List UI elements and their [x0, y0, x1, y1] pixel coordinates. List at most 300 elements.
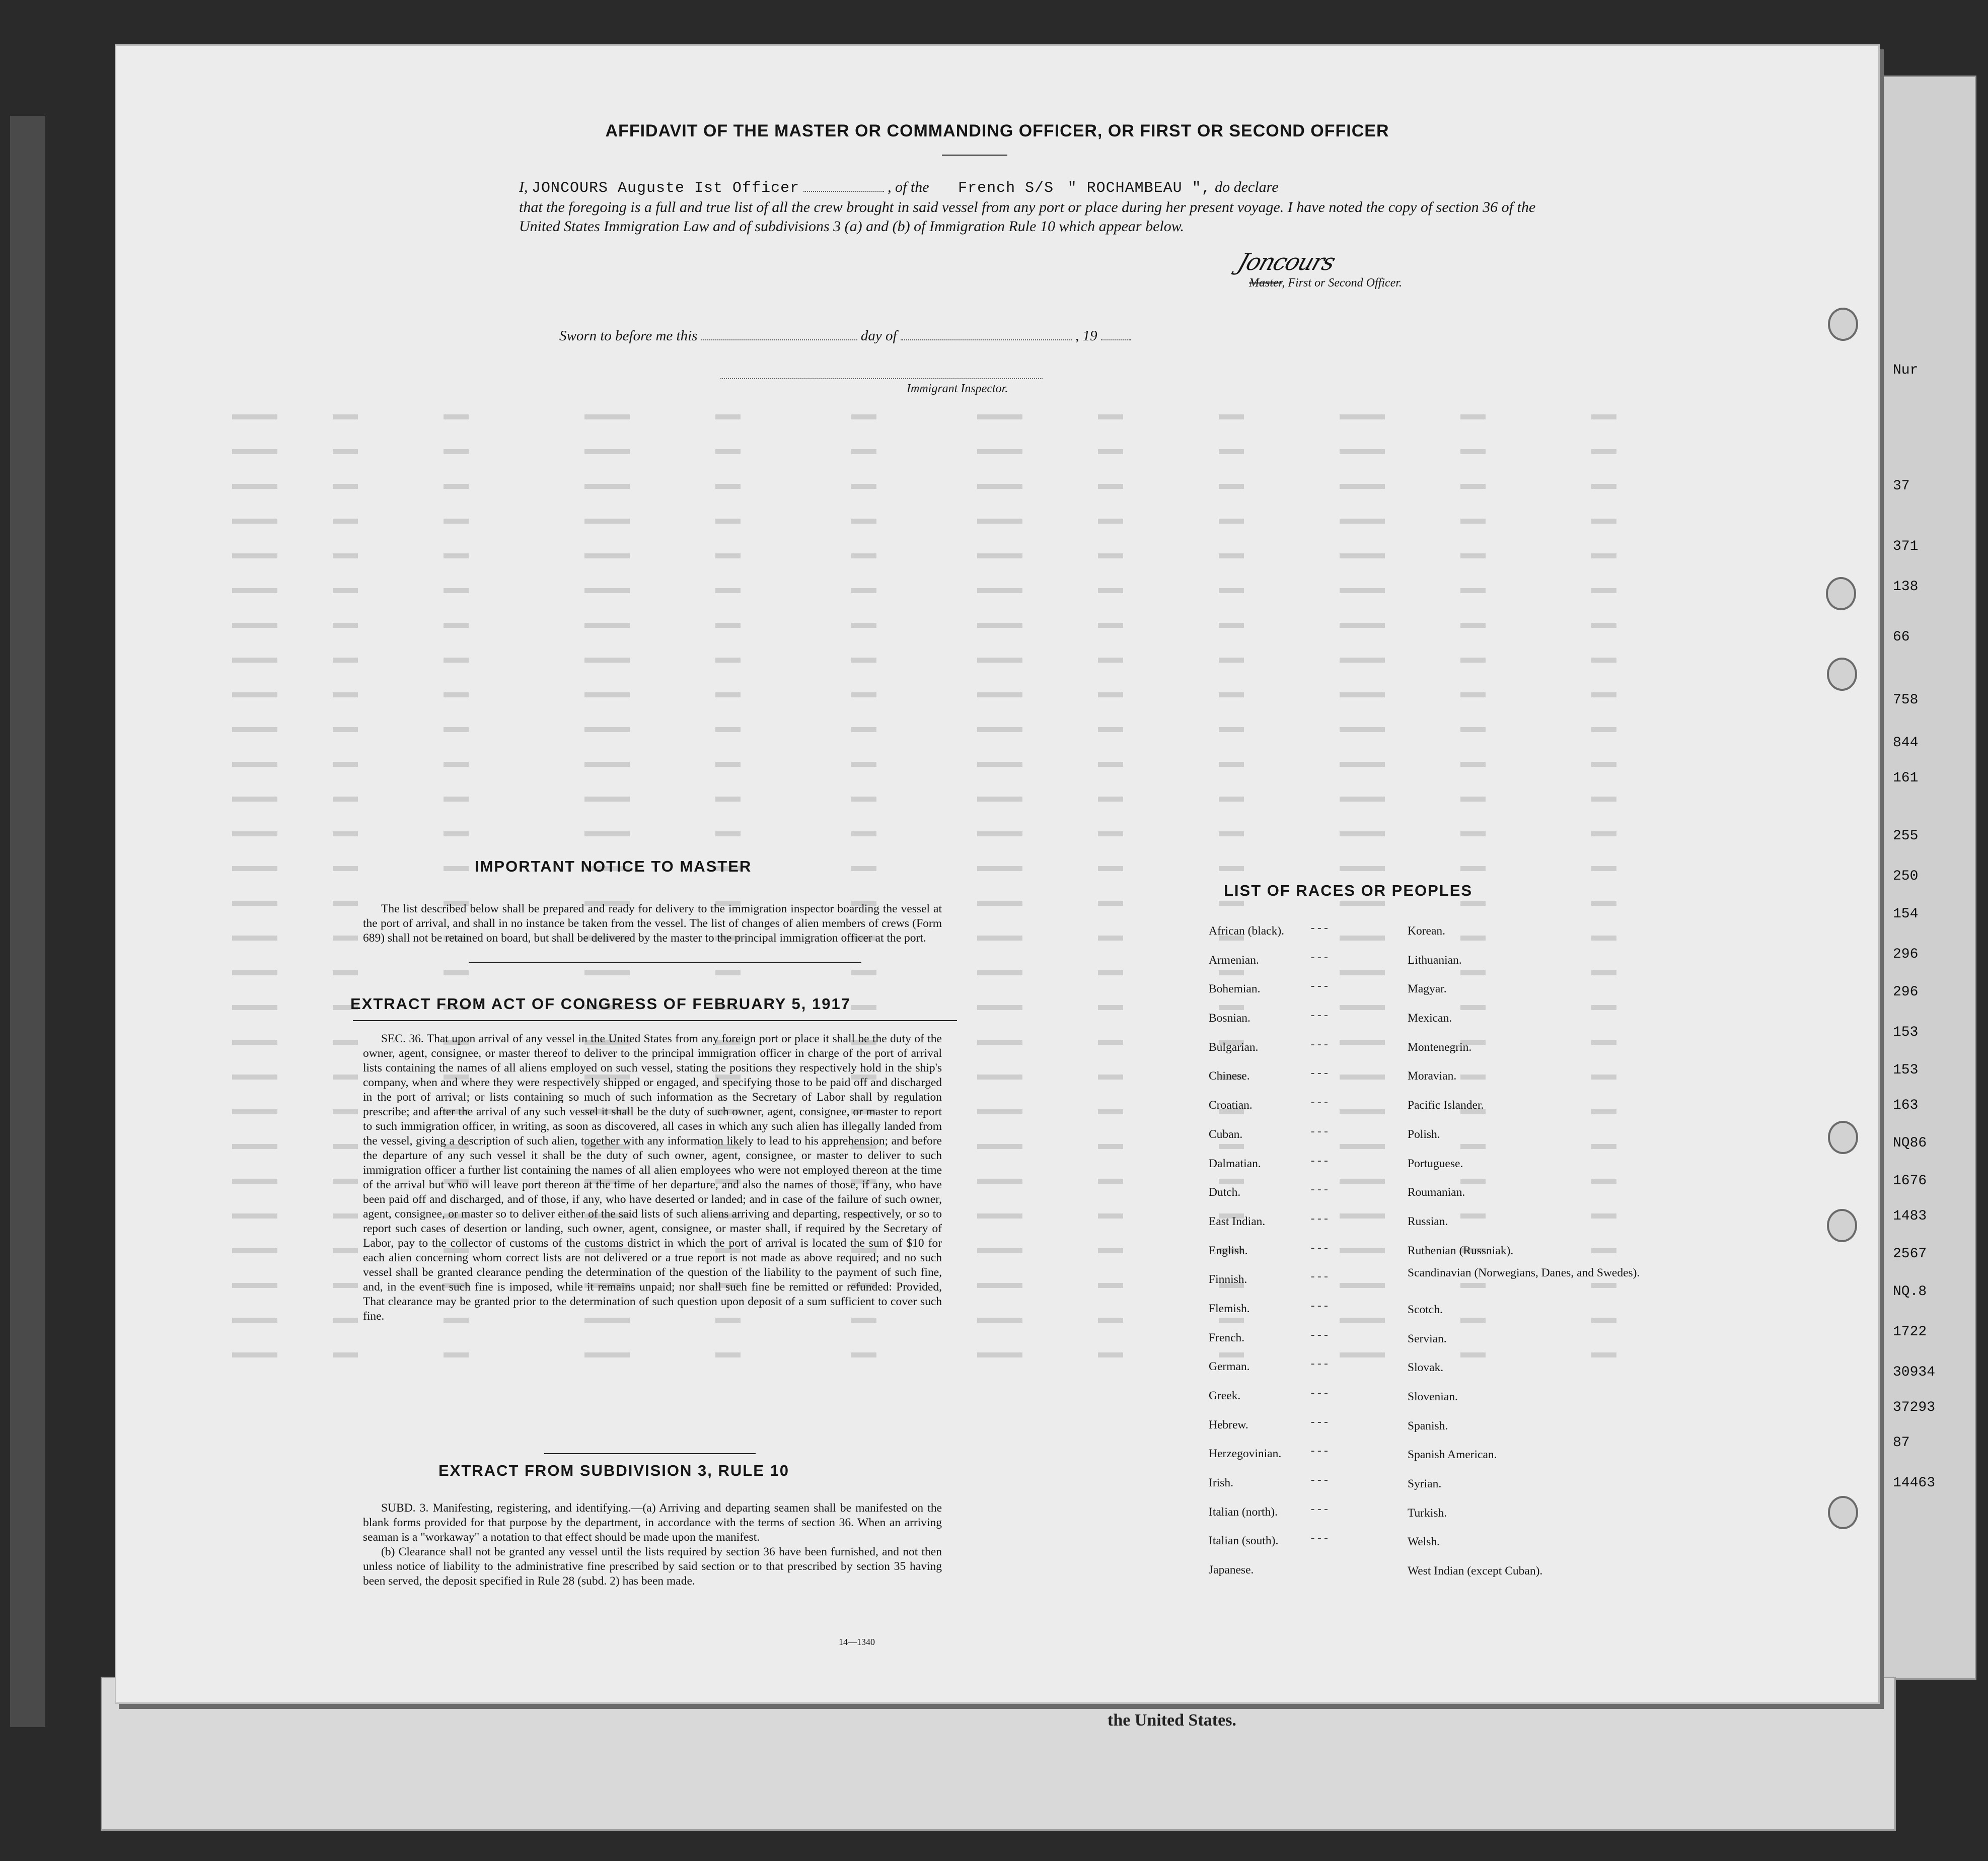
race-item: Cuban.	[1209, 1127, 1243, 1141]
bleed-mark	[1219, 901, 1244, 906]
races-dash-column	[1309, 914, 1330, 1583]
race-item: Turkish.	[1408, 1506, 1447, 1520]
edge-number: 37293	[1893, 1400, 1936, 1415]
edge-number: 250	[1893, 869, 1919, 884]
bleed-through-row	[232, 825, 1717, 845]
bleed-through-row	[232, 443, 1717, 463]
bleed-mark	[715, 692, 741, 697]
bleed-mark	[1340, 484, 1385, 489]
bleed-mark	[1460, 519, 1486, 524]
race-item: Dutch.	[1209, 1186, 1241, 1199]
bleed-mark	[232, 797, 277, 802]
bleed-mark	[1219, 414, 1244, 419]
bleed-mark	[1460, 658, 1486, 663]
bleed-mark	[333, 553, 358, 558]
bleed-mark	[1340, 1352, 1385, 1357]
bleed-mark	[851, 727, 876, 732]
bleed-mark	[584, 727, 630, 732]
bleed-mark	[977, 1040, 1022, 1045]
bleed-mark	[977, 866, 1022, 871]
bleed-mark	[851, 1005, 876, 1010]
punch-hole	[1828, 1496, 1858, 1529]
bleed-mark	[715, 414, 741, 419]
bleed-mark	[333, 1248, 358, 1253]
race-dash: ---	[1309, 922, 1330, 935]
bleed-mark	[232, 866, 277, 871]
bleed-through-row	[232, 582, 1717, 602]
bleed-mark	[1340, 1248, 1385, 1253]
race-item: Scotch.	[1408, 1303, 1443, 1316]
bleed-mark	[851, 797, 876, 802]
bleed-mark	[444, 727, 469, 732]
declaration: I, JONCOURS Auguste Ist Officer , of the French S/S " ROCHAMBEAU ", do declare that the foregoing is a full and true list of all the crew brought in said vessel from any port or place during her present voyage. I have noted the copy of section 36 of the United States Immigration Law and of subdivisions 3 (a) and (b) of Immigration Rule 10 which appear below.	[519, 178, 1551, 236]
bleed-mark	[1098, 1179, 1123, 1184]
race-item: English.	[1209, 1244, 1248, 1257]
bleed-mark	[232, 901, 277, 906]
bleed-mark	[1219, 727, 1244, 732]
bleed-mark	[1460, 623, 1486, 628]
bleed-mark	[1340, 588, 1385, 593]
race-dash: ---	[1309, 1532, 1330, 1545]
edge-number: 153	[1893, 1062, 1919, 1078]
bleed-mark	[1098, 449, 1123, 454]
bleed-mark	[1591, 866, 1616, 871]
bleed-mark	[715, 484, 741, 489]
act-rule	[353, 1020, 957, 1021]
bleed-mark	[1591, 901, 1616, 906]
bleed-mark	[1460, 797, 1486, 802]
race-dash: ---	[1309, 1387, 1330, 1400]
race-item: Servian.	[1408, 1332, 1447, 1345]
bleed-through-row	[232, 547, 1717, 567]
race-dash: ---	[1309, 1271, 1330, 1284]
bleed-mark	[715, 831, 741, 836]
bleed-mark	[444, 1352, 469, 1357]
form-number: 14—1340	[839, 1637, 875, 1647]
race-item: Syrian.	[1408, 1477, 1442, 1491]
bleed-mark	[232, 831, 277, 836]
race-item: Portuguese.	[1408, 1157, 1463, 1170]
edge-number: 296	[1893, 984, 1919, 1000]
bleed-mark	[444, 519, 469, 524]
bleed-mark	[1098, 866, 1123, 871]
race-item: Irish.	[1209, 1476, 1233, 1490]
bleed-mark	[232, 588, 277, 593]
edge-number: 161	[1893, 770, 1919, 786]
bleed-mark	[715, 658, 741, 663]
race-dash: ---	[1309, 1097, 1330, 1110]
bleed-mark	[232, 1318, 277, 1323]
act-text: SEC. 36. That upon arrival of any vessel in the United States from any foreign port or place it shall be the duty of the owner, agent, consignee, or master thereof to deliver to the principal immigration officer in charge of the port of arrival lists containing the names of all aliens employed on such vessel, stating the positions they respectively hold in the ship's company, when and where they were respectively shipped or engaged, and specifying those to be paid off and discharged in the port of arrival; or lists containing so much of such information as the Secretary of Labor shall by regulation prescribe; and after the arrival of any such vessel it shall be the duty of such owner, agent, consignee, or master to report to such immigration officer, in writing, as soon as discovered, all cases in which any such alien has illegally landed from the vessel, giving a description of such alien, together with any information likely to lead to his apprehension; and before the departure of any such vessel it shall be the duty of such owner, agent, consignee, or master to deliver to such immigration officer a further list containing the names of all alien employees who were not employed thereon at the time of the arrival but who will leave port thereon at the time of her departure, and also the names of those, if any, who have been paid off and discharged, and of those, if any, who have deserted or landed; and in case of the failure of such owner, agent, consignee, or master so to deliver either of the said lists of such aliens arriving and departing, respectively, or so to report such cases of desertion or landing, such owner, agent, consignee, or master shall, if required by the Secretary of Labor, pay to the collector of customs of the customs district in which the port of arrival is located the sum of $10 for each alien concerning whom correct lists are not delivered or a true report is not made as above required; and no such vessel shall be granted clearance pending the determination of the question of the liability to the payment of such fine, and, in the event such fine is imposed, while it remains unpaid; nor shall such fine be remitted or refunded: Provided, That clearance may be granted prior to the determination of such question upon deposit of a sum sufficient to cover such fine.	[363, 1032, 942, 1323]
bleed-mark	[1591, 588, 1616, 593]
bleed-mark	[333, 1352, 358, 1357]
edge-number: 844	[1893, 735, 1919, 751]
edge-number: 371	[1893, 539, 1919, 554]
bleed-mark	[977, 1213, 1022, 1219]
race-dash: ---	[1309, 1416, 1330, 1429]
bleed-mark	[232, 1248, 277, 1253]
race-item: Croatian.	[1209, 1099, 1253, 1112]
bleed-mark	[977, 762, 1022, 767]
race-item: Armenian.	[1209, 953, 1259, 967]
bleed-mark	[232, 970, 277, 975]
bleed-mark	[1591, 727, 1616, 732]
race-item: Spanish.	[1408, 1419, 1448, 1433]
bleed-mark	[977, 553, 1022, 558]
bleed-mark	[977, 901, 1022, 906]
race-item: Polish.	[1408, 1127, 1440, 1141]
bleed-mark	[333, 901, 358, 906]
bleed-mark	[333, 484, 358, 489]
rule-text: SUBD. 3. Manifesting, registering, and identifying.—(a) Arriving and departing seamen shall be manifested on the blank forms provided for that purpose by the department, in accordance with the terms of section 36. When an arriving seaman is a "workaway" a notation to that effect should be made upon the manifest. (b) Clearance shall not be granted any vessel until the lists required by section 36 have been furnished, and not then unless notice of liability to the administrative fine prescribed by said section or to that prescribed by section 35 having been served, the deposit specified in Rule 28 (subd. 2) has been made.	[363, 1501, 942, 1588]
bleed-mark	[1340, 727, 1385, 732]
bleed-mark	[1460, 831, 1486, 836]
bleed-mark	[851, 553, 876, 558]
bleed-mark	[851, 519, 876, 524]
bleed-mark	[1098, 692, 1123, 697]
bleed-mark	[232, 1109, 277, 1114]
bleed-mark	[1340, 901, 1385, 906]
race-item: Bosnian.	[1209, 1012, 1250, 1025]
bleed-mark	[333, 1318, 358, 1323]
officer-signature: Joncours	[1234, 248, 1339, 275]
race-item: Finnish.	[1209, 1273, 1247, 1286]
bleed-mark	[232, 1005, 277, 1010]
edge-number: 1483	[1893, 1208, 1927, 1224]
punch-hole	[1828, 1121, 1858, 1154]
bleed-mark	[1098, 1075, 1123, 1080]
bleed-through-row	[232, 617, 1717, 637]
bleed-mark	[1591, 484, 1616, 489]
signature-caption: Master, First or Second Officer.	[1249, 276, 1402, 290]
bleed-mark	[977, 1109, 1022, 1114]
bleed-mark	[1340, 553, 1385, 558]
bleed-mark	[715, 762, 741, 767]
bleed-mark	[232, 1352, 277, 1357]
bleed-mark	[232, 1144, 277, 1149]
bleed-mark	[232, 1075, 277, 1080]
bleed-mark	[1340, 1109, 1385, 1114]
race-item: Greek.	[1209, 1389, 1241, 1402]
officer-name: JONCOURS Auguste Ist Officer	[532, 180, 800, 197]
bleed-mark	[977, 519, 1022, 524]
edge-number: Nur	[1893, 363, 1919, 378]
bleed-mark	[977, 727, 1022, 732]
inspector-signature-line	[720, 378, 1043, 379]
edge-number: 153	[1893, 1025, 1919, 1040]
race-item: Magyar.	[1408, 982, 1447, 996]
bleed-mark	[1219, 762, 1244, 767]
bleed-mark	[444, 866, 469, 871]
bleed-mark	[1098, 588, 1123, 593]
race-dash: ---	[1309, 1242, 1330, 1255]
bleed-mark	[333, 1213, 358, 1219]
edge-number: 154	[1893, 906, 1919, 922]
vessel-nationality: French S/S	[958, 180, 1054, 197]
bleed-mark	[333, 449, 358, 454]
bleed-mark	[977, 1283, 1022, 1288]
bleed-mark	[1591, 449, 1616, 454]
bleed-mark	[1460, 866, 1486, 871]
bleed-mark	[1340, 692, 1385, 697]
bleed-mark	[232, 414, 277, 419]
bleed-mark	[851, 484, 876, 489]
race-dash: ---	[1309, 1155, 1330, 1168]
bleed-mark	[1219, 866, 1244, 871]
bleed-through-row	[232, 756, 1717, 776]
bleed-mark	[1340, 831, 1385, 836]
edge-number: 758	[1893, 692, 1919, 708]
bleed-mark	[1219, 692, 1244, 697]
bleed-mark	[851, 762, 876, 767]
bleed-mark	[444, 623, 469, 628]
bleed-mark	[584, 658, 630, 663]
bleed-mark	[1340, 414, 1385, 419]
bleed-mark	[333, 588, 358, 593]
bleed-mark	[444, 484, 469, 489]
bleed-mark	[1340, 519, 1385, 524]
notice-rule	[469, 962, 861, 963]
race-item: Bohemian.	[1209, 982, 1261, 996]
bleed-mark	[1098, 762, 1123, 767]
bleed-mark	[977, 970, 1022, 975]
bleed-mark	[1591, 831, 1616, 836]
bleed-mark	[1591, 797, 1616, 802]
race-item: Montenegrin.	[1408, 1040, 1472, 1054]
bleed-mark	[1098, 936, 1123, 941]
race-item: Chinese.	[1209, 1069, 1250, 1083]
bleed-mark	[1098, 553, 1123, 558]
bleed-mark	[333, 936, 358, 941]
bleed-mark	[584, 831, 630, 836]
bleed-mark	[1340, 1144, 1385, 1149]
race-item: Japanese.	[1209, 1563, 1254, 1577]
race-item: Dalmatian.	[1209, 1157, 1261, 1170]
bleed-mark	[1460, 692, 1486, 697]
bleed-mark	[444, 797, 469, 802]
bleed-mark	[444, 831, 469, 836]
bleed-mark	[1460, 449, 1486, 454]
bleed-mark	[1098, 1352, 1123, 1357]
bleed-mark	[232, 519, 277, 524]
bleed-mark	[715, 588, 741, 593]
bleed-mark	[851, 449, 876, 454]
race-item: Flemish.	[1209, 1302, 1250, 1315]
bleed-through-row	[232, 408, 1717, 428]
bleed-mark	[851, 414, 876, 419]
race-item: Hebrew.	[1209, 1418, 1248, 1431]
bleed-mark	[1098, 414, 1123, 419]
bleed-mark	[1460, 484, 1486, 489]
bleed-mark	[1219, 831, 1244, 836]
bleed-mark	[232, 936, 277, 941]
race-dash: ---	[1309, 1212, 1330, 1226]
bleed-mark	[232, 1179, 277, 1184]
declaration-text: that the foregoing is a full and true list of all the crew brought in said vessel from any port or place during her present voyage. I have noted the copy of section 36 of the United States Immigration Law and of subdivisions 3 (a) and (b) of Immigration Rule 10 which appear below.	[519, 199, 1536, 235]
bleed-mark	[1098, 484, 1123, 489]
race-item: Bulgarian.	[1209, 1040, 1259, 1054]
bleed-mark	[444, 762, 469, 767]
bleed-mark	[1340, 623, 1385, 628]
race-item: Russian.	[1408, 1214, 1448, 1228]
edge-number: 37	[1893, 478, 1910, 494]
bleed-mark	[1098, 1213, 1123, 1219]
races-heading: LIST OF RACES OR PEOPLES	[1224, 882, 1473, 899]
bleed-mark	[977, 1352, 1022, 1357]
race-item: Slovenian.	[1408, 1390, 1458, 1403]
bleed-mark	[1591, 519, 1616, 524]
bleed-mark	[977, 449, 1022, 454]
race-dash: ---	[1309, 1329, 1330, 1342]
bleed-mark	[333, 414, 358, 419]
bleed-mark	[1219, 588, 1244, 593]
edge-number: 30934	[1893, 1365, 1936, 1380]
bleed-mark	[977, 1318, 1022, 1323]
bleed-mark	[232, 727, 277, 732]
bleed-mark	[333, 658, 358, 663]
bleed-mark	[232, 1283, 277, 1288]
race-dash: ---	[1309, 1503, 1330, 1516]
bleed-mark	[333, 1040, 358, 1045]
races-left-column	[1209, 917, 1284, 1585]
bleed-through-row	[232, 478, 1717, 498]
bleed-mark	[1098, 727, 1123, 732]
race-item: Italian (north).	[1209, 1505, 1278, 1519]
bleed-mark	[1098, 1109, 1123, 1114]
edge-number: 87	[1893, 1435, 1910, 1451]
bleed-mark	[1219, 519, 1244, 524]
bleed-mark	[333, 797, 358, 802]
inspector-caption: Immigrant Inspector.	[907, 382, 1008, 395]
bleed-mark	[1460, 762, 1486, 767]
punch-hole	[1827, 658, 1857, 691]
bleed-mark	[232, 658, 277, 663]
bleed-mark	[232, 623, 277, 628]
bleed-mark	[232, 484, 277, 489]
race-item: Italian (south).	[1209, 1534, 1279, 1548]
bleed-mark	[1098, 623, 1123, 628]
bleed-mark	[1340, 1283, 1385, 1288]
bleed-mark	[1340, 1213, 1385, 1219]
bleed-mark	[584, 519, 630, 524]
bleed-mark	[1340, 866, 1385, 871]
punch-hole	[1828, 308, 1858, 341]
bleed-mark	[1340, 936, 1385, 941]
bleed-mark	[715, 797, 741, 802]
race-item: African (black).	[1209, 924, 1285, 938]
race-item: Scandinavian (Norwegians, Danes, and Swedes).	[1408, 1266, 1640, 1280]
notice-text: The list described below shall be prepared and ready for delivery to the immigration inspector boarding the vessel at the port of arrival, and shall in no instance be taken from the vessel. The list of changes of alien members of crews (Form 689) shall not be retained on board, but shall be delivered by the master to the principal immigration officer at the port.	[363, 902, 942, 945]
race-dash: ---	[1309, 1184, 1330, 1197]
race-dash: ---	[1309, 980, 1330, 993]
bleed-mark	[584, 623, 630, 628]
bleed-mark	[584, 484, 630, 489]
bleed-mark	[333, 623, 358, 628]
bottom-fragment: the United States.	[1108, 1711, 1236, 1730]
bleed-mark	[1591, 658, 1616, 663]
edge-number: 255	[1893, 828, 1919, 844]
punch-hole	[1826, 577, 1856, 610]
edge-number: 296	[1893, 947, 1919, 962]
bleed-mark	[977, 484, 1022, 489]
bleed-mark	[977, 1179, 1022, 1184]
bleed-mark	[1340, 1005, 1385, 1010]
bleed-mark	[977, 936, 1022, 941]
bleed-mark	[851, 658, 876, 663]
bleed-mark	[584, 553, 630, 558]
race-dash: ---	[1309, 1067, 1330, 1081]
left-edge-strip	[10, 116, 45, 1727]
sworn-line: Sworn to before me this day of , 19	[559, 328, 1131, 344]
bleed-mark	[444, 658, 469, 663]
bleed-mark	[1098, 797, 1123, 802]
bleed-mark	[333, 1109, 358, 1114]
bleed-through-row	[232, 721, 1717, 741]
bleed-mark	[584, 449, 630, 454]
title-underline	[942, 155, 1007, 156]
bleed-mark	[1098, 658, 1123, 663]
bleed-mark	[333, 727, 358, 732]
bleed-mark	[851, 866, 876, 871]
race-item: Moravian.	[1408, 1069, 1457, 1083]
race-item: Lithuanian.	[1408, 953, 1462, 967]
bleed-mark	[715, 1352, 741, 1357]
edge-number: 14463	[1893, 1475, 1936, 1491]
bleed-mark	[715, 553, 741, 558]
race-dash	[1309, 1553, 1330, 1583]
bleed-mark	[715, 449, 741, 454]
bleed-mark	[333, 1283, 358, 1288]
bleed-mark	[584, 762, 630, 767]
bleed-mark	[977, 414, 1022, 419]
bleed-mark	[1098, 1318, 1123, 1323]
bleed-mark	[715, 727, 741, 732]
bleed-mark	[1098, 1283, 1123, 1288]
race-item: Ruthenian (Russniak).	[1408, 1244, 1514, 1257]
bleed-mark	[232, 449, 277, 454]
bleed-mark	[1340, 449, 1385, 454]
bleed-mark	[232, 762, 277, 767]
race-item: Spanish American.	[1408, 1448, 1497, 1462]
bleed-mark	[851, 831, 876, 836]
bleed-mark	[851, 623, 876, 628]
bleed-mark	[232, 1040, 277, 1045]
bleed-mark	[1098, 831, 1123, 836]
bleed-mark	[1591, 553, 1616, 558]
bleed-mark	[1591, 414, 1616, 419]
edge-number: 66	[1893, 629, 1910, 645]
edge-number: 1722	[1893, 1324, 1927, 1340]
bleed-mark	[333, 762, 358, 767]
race-item: Roumanian.	[1408, 1186, 1465, 1199]
bleed-mark	[444, 588, 469, 593]
rule-heading: EXTRACT FROM SUBDIVISION 3, RULE 10	[438, 1462, 789, 1479]
rule-divider	[544, 1453, 756, 1454]
bleed-mark	[333, 866, 358, 871]
bleed-through-row	[232, 513, 1717, 533]
bleed-mark	[1219, 553, 1244, 558]
race-dash: ---	[1309, 1300, 1330, 1313]
race-item: Herzegovinian.	[1209, 1447, 1282, 1461]
race-dash: ---	[1309, 951, 1330, 964]
race-dash: ---	[1309, 1125, 1330, 1138]
race-dash: ---	[1309, 1358, 1330, 1371]
race-item: Welsh.	[1408, 1535, 1440, 1549]
bleed-mark	[1340, 1318, 1385, 1323]
act-heading: EXTRACT FROM ACT OF CONGRESS OF FEBRUARY 5, 1917	[350, 995, 851, 1013]
bleed-mark	[1591, 762, 1616, 767]
bleed-mark	[715, 970, 741, 975]
